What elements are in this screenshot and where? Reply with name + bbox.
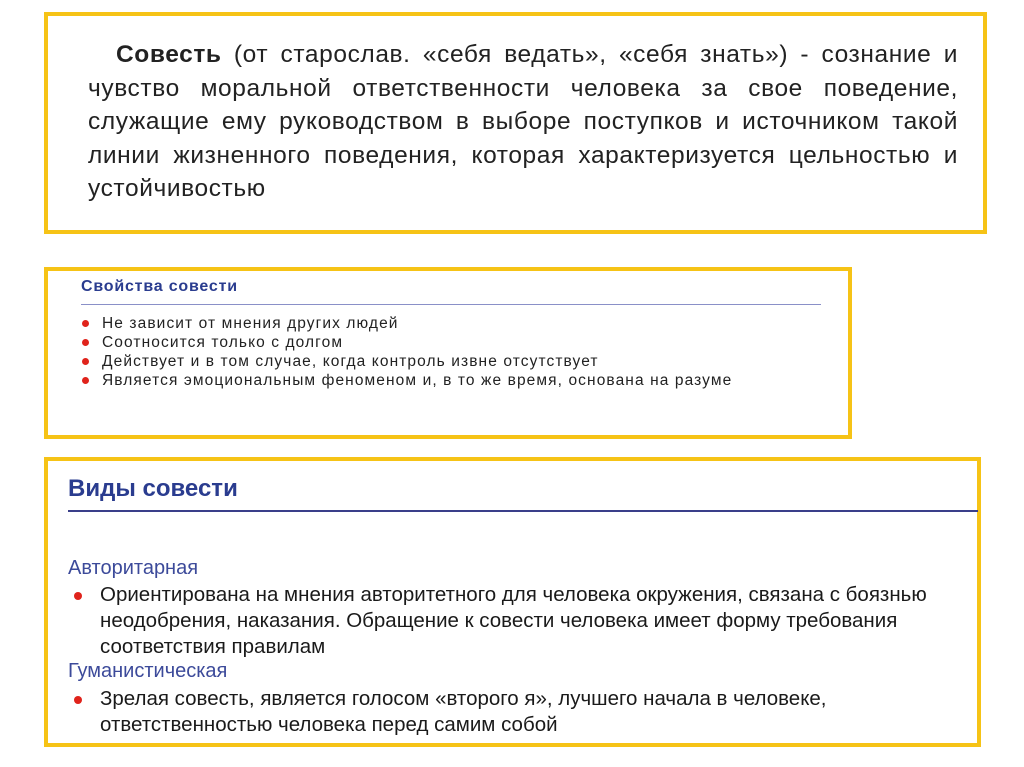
properties-box	[44, 267, 852, 439]
types-box	[44, 457, 981, 747]
definition-box	[44, 12, 987, 234]
list-item	[78, 352, 702, 371]
type-description-text: Зрелая совесть, является голосом «второго я», лучшего начала в человеке, ответственностью человека перед самим собой	[100, 687, 827, 736]
bullet-icon	[82, 339, 89, 346]
bullet-icon	[82, 377, 89, 384]
types-title: Виды совести	[68, 475, 238, 502]
list-item-text: Не зависит от мнения других людей	[102, 315, 399, 332]
list-item-text: Является эмоциональным феноменом и, в то же время, основана на разуме	[102, 372, 733, 389]
list-item-text: Действует и в том случае, когда контроль извне отсутствует	[102, 353, 599, 370]
list-item	[78, 333, 818, 352]
bullet-icon	[74, 696, 82, 704]
definition-term: Совесть	[116, 41, 222, 68]
bullet-icon	[82, 320, 89, 327]
properties-list	[78, 314, 818, 390]
list-item-text: Соотносится только с долгом	[102, 334, 344, 351]
type-heading-authoritarian: Авторитарная	[68, 557, 199, 579]
list-item	[78, 371, 822, 390]
properties-divider	[81, 304, 821, 305]
type-description-humanistic	[68, 686, 968, 738]
list-item	[78, 314, 818, 333]
bullet-icon	[74, 592, 82, 600]
bullet-icon	[82, 358, 89, 365]
type-heading-humanistic: Гуманистическая	[68, 660, 228, 682]
types-divider	[68, 510, 978, 512]
definition-body: (от старослав. «себя ведать», «себя знать») - сознание и чувство моральной ответственности человека за свое поведение, служащие ему руководством в выборе поступков и источником такой линии жизненного поведения, которая характеризуется цельностью и устойчивостью	[88, 41, 958, 202]
definition-paragraph	[88, 38, 958, 206]
properties-title: Свойства совести	[81, 278, 238, 295]
type-description-text: Ориентирована на мнения авторитетного для человека окружения, связана с боязнью неодобрения, наказания. Обращение к совести человека имеет форму требования соответствия правилам	[100, 583, 927, 658]
type-description-authoritarian	[68, 582, 968, 660]
